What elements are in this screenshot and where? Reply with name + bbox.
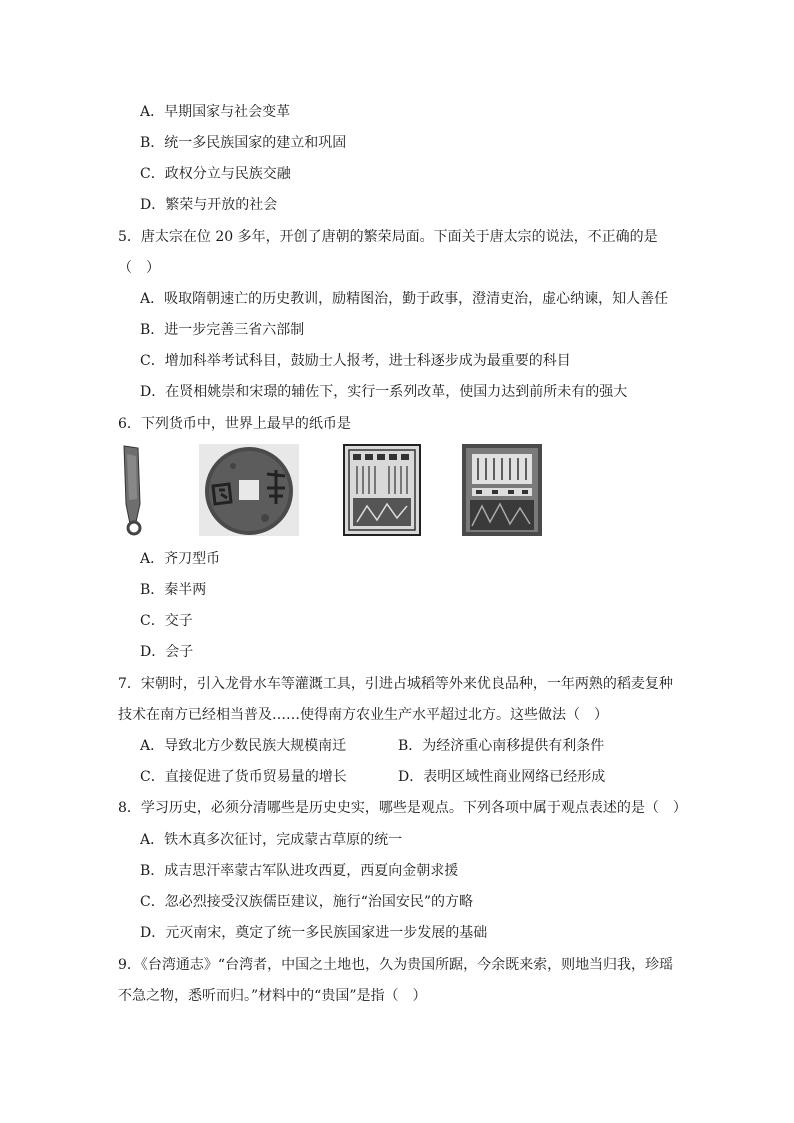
q5-option-d[interactable]: D．在贤相姚崇和宋璟的辅佐下，实行一系列改革，使国力达到前所未有的强大 — [140, 384, 628, 400]
q5-stem-continued: （ ） — [118, 260, 160, 276]
q8-option-a[interactable]: A．铁木真多次征讨，完成蒙古草原的统一 — [140, 832, 403, 848]
q4-option-c[interactable]: C．政权分立与民族交融 — [140, 166, 291, 182]
q6-option-d[interactable]: D．会子 — [140, 644, 194, 660]
q5-option-c[interactable]: C．增加科举考试科目，鼓励士人报考，进士科逐步成为最重要的科目 — [140, 353, 571, 369]
q8-stem: 8．学习历史，必须分清哪些是历史史实，哪些是观点。下列各项中属于观点表述的是（ ） — [118, 800, 687, 816]
q6-option-b[interactable]: B．秦半两 — [140, 582, 207, 598]
q5-option-b[interactable]: B．进一步完善三省六部制 — [140, 322, 305, 338]
q4-option-a[interactable]: A．早期国家与社会变革 — [140, 104, 291, 120]
knife-coin-image — [118, 444, 150, 536]
q6-stem: 6．下列货币中，世界上最早的纸币是 — [118, 416, 351, 432]
q8-option-c[interactable]: C．忽必烈接受汉族儒臣建议，施行“治国安民”的方略 — [140, 894, 474, 910]
q5-option-a[interactable]: A．吸取隋朝速亡的历史教训，励精图治，勤于政事，澄清吏治，虚心纳谏，知人善任 — [140, 291, 669, 307]
q8-option-b[interactable]: B．成吉思汗率蒙古军队进攻西夏，西夏向金朝求援 — [140, 863, 459, 879]
q7-option-d[interactable]: D．表明区域性商业网络已经形成 — [398, 769, 606, 785]
q4-option-d[interactable]: D．繁荣与开放的社会 — [140, 197, 278, 213]
q7-stem-continued: 技术在南方已经相当普及……使得南方农业生产水平超过北方。这些做法（ ） — [118, 707, 608, 723]
q4-option-b[interactable]: B．统一多民族国家的建立和巩固 — [140, 135, 347, 151]
q9-stem-continued: 不急之物，悉听而归。”材料中的“贵国”是指（ ） — [118, 988, 427, 1004]
q8-option-d[interactable]: D．元灭南宋，奠定了统一多民族国家进一步发展的基础 — [140, 925, 488, 941]
q5-stem: 5．唐太宗在位 20 多年，开创了唐朝的繁荣局面。下面关于唐太宗的说法，不正确的是 — [118, 229, 658, 245]
q6-option-c[interactable]: C．交子 — [140, 613, 193, 629]
banliang-coin-image — [199, 444, 299, 536]
q7-option-a[interactable]: A．导致北方少数民族大规模南迁 — [140, 738, 347, 754]
q6-option-a[interactable]: A．齐刀型币 — [140, 551, 221, 567]
q7-stem: 7．宋朝时，引入龙骨水车等灌溉工具，引进占城稻等外来优良品种，一年两熟的稻麦复种 — [118, 676, 673, 692]
q7-option-c[interactable]: C．直接促进了货币贸易量的增长 — [140, 769, 347, 785]
q9-stem: 9．《台湾通志》“台湾者，中国之土地也，久为贵国所踞，今余既来索，则地当归我，珍瑶 — [118, 957, 674, 973]
huizi-note-image — [462, 444, 542, 536]
q7-option-b[interactable]: B．为经济重心南移提供有利条件 — [398, 738, 605, 754]
jiaozi-note-image — [343, 444, 421, 536]
